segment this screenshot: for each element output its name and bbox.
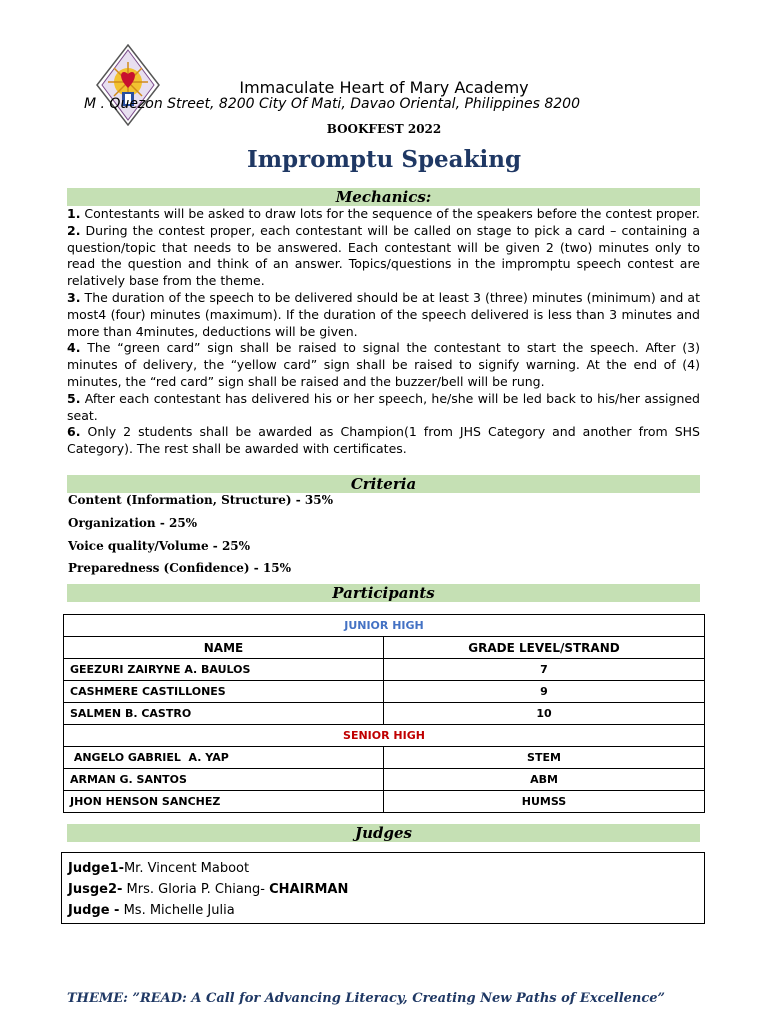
participant-grade: 7 (384, 659, 705, 681)
page-title: Impromptu Speaking (246, 146, 522, 173)
participant-name: GEEZURI ZAIRYNE A. BAULOS (64, 659, 384, 681)
participant-grade: 9 (384, 681, 705, 703)
participant-name: CASHMERE CASTILLONES (64, 681, 384, 703)
table-row (64, 681, 705, 703)
senior-high-label: SENIOR HIGH (64, 725, 705, 747)
judge-line: Jusge2- Mrs. Gloria P. Chiang- CHAIRMAN (68, 882, 349, 897)
mechanics-item: 6. Only 2 students shall be awarded as Champion(1 from JHS Category and another from SHS Category). The rest shall be awarded with certificates. (67, 424, 700, 457)
junior-high-label: JUNIOR HIGH (64, 615, 705, 637)
criteria-item: Voice quality/Volume - 25% (68, 539, 251, 553)
table-row (64, 791, 705, 813)
table-row (64, 659, 705, 681)
judge-line: Judge - Ms. Michelle Julia (68, 903, 235, 918)
mechanics-item: 3. The duration of the speech to be delivered should be at least 3 (three) minutes (minimum) and at most4 (four) minutes (maximum). If the duration of the speech delivered is less than 3 minutes and more than 4minutes, deductions will be given. (67, 289, 700, 339)
table-row (64, 747, 705, 769)
table-row (64, 769, 705, 791)
theme-statement: THEME: ”READ: A Call for Advancing Literacy, Creating New Paths of Excellence” (67, 991, 666, 1006)
mechanics-heading: Mechanics: (67, 188, 700, 206)
participants-table (63, 614, 705, 813)
participants-heading: Participants (67, 584, 700, 602)
mechanics-list (67, 206, 700, 458)
judges-box (61, 852, 705, 924)
school-name: Immaculate Heart of Mary Academy (239, 78, 529, 97)
criteria-item: Content (Information, Structure) - 35% (68, 493, 333, 507)
judges-heading: Judges (67, 824, 700, 842)
criteria-heading: Criteria (67, 475, 700, 493)
participant-name: SALMEN B. CASTRO (64, 703, 384, 725)
criteria-item: Organization - 25% (68, 516, 198, 530)
mechanics-item: 2. During the contest proper, each contestant will be called on stage to pick a card – containing a question/topic that needs to be answered. Each contestant will be given 2 (two) minutes only to read the question and think of an answer. Topics/questions in the impromptu speech contest are relatively base from the theme. (67, 222, 700, 289)
participant-name: ANGELO GABRIEL A. YAP (64, 747, 384, 769)
participant-strand: HUMSS (384, 791, 705, 813)
column-header-grade: GRADE LEVEL/STRAND (384, 637, 705, 659)
participant-grade: 10 (384, 703, 705, 725)
judge-line: Judge1-Mr. Vincent Maboot (68, 861, 250, 876)
mechanics-item: 1. Contestants will be asked to draw lots for the sequence of the speakers before the contest proper. (67, 206, 700, 221)
participant-strand: STEM (384, 747, 705, 769)
participant-strand: ABM (384, 769, 705, 791)
participant-name: ARMAN G. SANTOS (64, 769, 384, 791)
mechanics-item: 4. The “green card” sign shall be raised to signal the contestant to start the speech. After (3) minutes of delivery, the “yellow card” sign shall be raised to signify warning. At the end of (4) minutes, the “red card” sign shall be raised and the buzzer/bell will be rung. (67, 340, 700, 389)
event-name: BOOKFEST 2022 (326, 122, 442, 136)
criteria-item: Preparedness (Confidence) - 15% (68, 561, 292, 575)
column-header-name: NAME (64, 637, 384, 659)
table-row (64, 703, 705, 725)
school-address: M . Quezon Street, 8200 City Of Mati, Davao Oriental, Philippines 8200 (84, 96, 580, 112)
participant-name: JHON HENSON SANCHEZ (64, 791, 384, 813)
mechanics-item: 5. After each contestant has delivered his or her speech, he/she will be led back to his/her assigned seat. (67, 390, 700, 423)
